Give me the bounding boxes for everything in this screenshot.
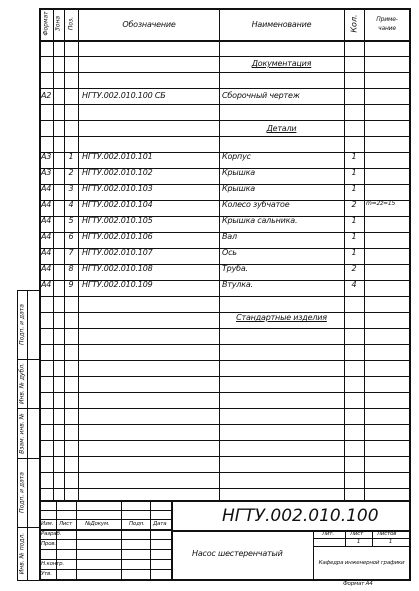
side-label-inv-podl: Инв. № подл. (18, 532, 26, 575)
header-qty: Кол. (349, 14, 359, 33)
part-name: Корпус (222, 152, 251, 161)
side-strip-bottom (17, 580, 39, 581)
tb-role-developed: Разраб. (41, 531, 62, 537)
tb-row-6 (39, 559, 171, 560)
side-label-sign-date-1: Подп. и дата (18, 304, 26, 345)
part-designation: НГТУ.002.010.103 (82, 184, 153, 193)
part-format: А4 (41, 184, 52, 193)
tb-header-date: Дата (153, 521, 167, 527)
header-pos: Поз. (67, 16, 75, 31)
part-format: А4 (41, 232, 52, 241)
part-name: Вал (222, 232, 237, 241)
table-row-line (39, 136, 411, 137)
part-name: Крышка (222, 168, 255, 177)
part-position: 2 (68, 168, 74, 177)
part-quantity: 4 (351, 280, 357, 289)
part-name: Крышка (222, 184, 255, 193)
header-name: Наименование (251, 20, 312, 29)
table-row-line (39, 120, 411, 121)
table-row-line (39, 328, 411, 329)
table-row-line (39, 344, 411, 345)
tb-header-izm: Изм. (41, 521, 54, 527)
part-designation: НГТУ.002.010.106 (82, 232, 153, 241)
title-block-left (171, 500, 173, 581)
part-name: Втулка. (222, 280, 253, 289)
table-row-line (39, 296, 411, 297)
tb-row-2 (39, 519, 171, 520)
part-name: Ось (222, 248, 237, 257)
part-quantity: 2 (351, 200, 357, 209)
part-designation: НГТУ.002.010.108 (82, 264, 153, 273)
part-quantity: 1 (351, 184, 357, 193)
col-line-pos (78, 8, 79, 500)
table-row-line (39, 456, 411, 457)
part-designation: НГТУ.002.010.101 (82, 152, 153, 161)
part-designation: НГТУ.002.010.105 (82, 216, 153, 225)
tb-role-checked: Пров. (41, 541, 56, 547)
table-row-line (39, 424, 411, 425)
side-label-vzam-inv: Взам. инв. № (18, 413, 26, 454)
tb-col-docnum (121, 500, 122, 580)
part-designation: НГТУ.002.010.109 (82, 280, 153, 289)
header-note-line2: чание (378, 25, 396, 32)
table-row-line (39, 392, 411, 393)
tb-sheets-label: Листов (377, 531, 397, 537)
doc-row-format: А2 (41, 91, 52, 100)
table-row-line (39, 472, 411, 473)
tb-doc-number: НГТУ.002.010.100 (222, 506, 379, 526)
part-quantity: 2 (351, 264, 357, 273)
header-designation: Обозначение (122, 20, 176, 29)
table-row-line (39, 56, 411, 57)
part-quantity: 1 (351, 232, 357, 241)
tb-header-list: Лист (59, 521, 73, 527)
tb-row-1 (39, 510, 171, 511)
side-label-sign-date-2: Подп. и дата (18, 472, 26, 513)
header-zone: Зона (54, 15, 62, 32)
tb-organization: Кафедра инженерной графики (318, 560, 405, 566)
tb-sheets-value: 1 (388, 539, 393, 545)
col-line-qty (364, 8, 365, 500)
tb-lit-label: Лит. (322, 531, 334, 537)
col-line-designation (219, 8, 220, 500)
part-position: 1 (68, 152, 74, 161)
part-position: 9 (68, 280, 74, 289)
part-designation: НГТУ.002.010.107 (82, 248, 153, 257)
side-label-inv-dubl: Инв. № дубл. (18, 362, 26, 405)
part-position: 6 (68, 232, 74, 241)
doc-row-designation: НГТУ.002.010.100 СБ (82, 91, 166, 100)
format-footer: Формат А4 (343, 581, 373, 587)
part-format: А4 (41, 200, 52, 209)
tb-col-izm (56, 500, 57, 580)
doc-row-name: Сборочный чертеж (222, 91, 300, 100)
tb-sheet-value: 1 (356, 539, 361, 545)
part-designation: НГТУ.002.010.104 (82, 200, 153, 209)
tb-role-approved: Утв. (41, 571, 52, 577)
col-line-format (53, 8, 54, 500)
part-name: Крышка сальника. (222, 216, 298, 225)
header-format: Формат (42, 11, 50, 36)
part-format: А4 (41, 280, 52, 289)
table-row-line (39, 72, 411, 73)
tb-header-sign: Подп. (129, 521, 145, 527)
section-documentation: Документация (251, 59, 312, 68)
tb-sheet-label: Лист (350, 531, 364, 537)
tb-header-docnum: №Докум. (85, 521, 110, 527)
table-row-line (39, 488, 411, 489)
side-strip-mid (27, 290, 28, 581)
section-details: Детали (266, 124, 297, 133)
tb-row-4 (39, 539, 171, 540)
part-quantity: 1 (351, 168, 357, 177)
tb-row-7 (39, 569, 171, 570)
table-row-line (39, 360, 411, 361)
section-standard: Стандартные изделия (236, 313, 327, 322)
part-format: А4 (41, 216, 52, 225)
frame-right (409, 8, 411, 581)
part-position: 8 (68, 264, 74, 273)
part-format: А4 (41, 248, 52, 257)
tb-row-5 (39, 549, 171, 550)
table-row-line (39, 376, 411, 377)
part-position: 4 (68, 200, 74, 209)
table-row-line (39, 88, 411, 89)
table-row-line (39, 408, 411, 409)
part-position: 3 (68, 184, 74, 193)
tb-col-list (76, 500, 77, 580)
part-quantity: 1 (351, 216, 357, 225)
title-block-top (39, 500, 411, 502)
part-position: 5 (68, 216, 74, 225)
title-block-mid (171, 530, 411, 532)
part-format: А3 (41, 168, 52, 177)
header-bottom-line (39, 40, 411, 42)
tb-col-sign (150, 500, 151, 580)
tb-role-norm: Н.контр. (41, 561, 65, 567)
part-format: А4 (41, 264, 52, 273)
header-note-line1: Приме- (376, 16, 398, 23)
part-format: А3 (41, 152, 52, 161)
tb-product-name: Насос шестеренчатый (192, 549, 283, 558)
table-row-line (39, 440, 411, 441)
part-name: Колесо зубчатое (222, 200, 290, 209)
part-quantity: 1 (351, 248, 357, 257)
part-designation: НГТУ.002.010.102 (82, 168, 153, 177)
part-quantity: 1 (351, 152, 357, 161)
part-note: m=2z=15 (366, 200, 396, 207)
part-position: 7 (68, 248, 74, 257)
title-block-lit-row-2 (313, 546, 410, 547)
table-row-line (39, 104, 411, 105)
part-name: Труба. (222, 264, 248, 273)
